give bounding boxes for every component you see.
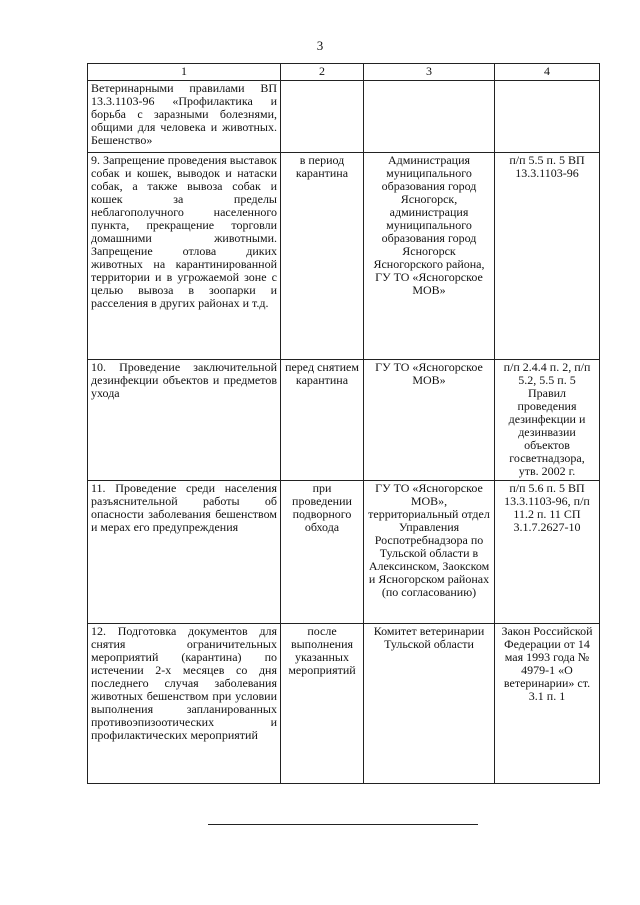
table-row bbox=[88, 81, 600, 153]
period-cell bbox=[281, 81, 364, 153]
measures-table bbox=[87, 63, 600, 784]
measure-cell: 10. Проведение заключительной дезинфекции объектов и предметов ухода bbox=[88, 360, 281, 481]
table-row bbox=[88, 153, 600, 360]
responsible-cell bbox=[364, 81, 495, 153]
responsible-cell: Комитет ветеринарии Тульской области bbox=[364, 624, 495, 784]
period-cell: после выполнения указанных мероприятий bbox=[281, 624, 364, 784]
basis-cell: п/п 5.6 п. 5 ВП 13.3.1103-96, п/п 11.2 п. 11 СП 3.1.7.2627-10 bbox=[495, 481, 600, 624]
basis-cell: п/п 2.4.4 п. 2, п/п 5.2, 5.5 п. 5 Правил проведения дезинфекции и дезинвазии объектов госветнадзора, утв. 2002 г. bbox=[495, 360, 600, 481]
responsible-cell: ГУ ТО «Ясногорское МОВ», территориальный отдел Управления Роспотребнадзора по Тульской области в Алексинском, Заокском и Ясногорском районах (по согласованию) bbox=[364, 481, 495, 624]
measure-cell: 9. Запрещение проведения выставок собак и кошек, выводок и натаски собак, а также вывоза собак и кошек за пределы неблагополучного населенного пункта, прекращение торговли домашними животными. Запрещение отлова диких животных на карантинированной территории и в угрожаемой зоне с целью вывоза в зоопарки и расселения в других районах и т.д. bbox=[88, 153, 281, 360]
basis-cell bbox=[495, 81, 600, 153]
period-cell: в период карантина bbox=[281, 153, 364, 360]
period-cell: при проведении подворного обхода bbox=[281, 481, 364, 624]
measure-cell: 12. Подготовка документов для снятия ограничительных мероприятий (карантина) по истечении 2-х месяцев со дня последнего случая заболевания животных бешенством при условии выполнения запланированных противоэпизоотических и профилактических мероприятий bbox=[88, 624, 281, 784]
measure-cell: 11. Проведение среди населения разъяснительной работы об опасности заболевания бешенством и мерах его предупреждения bbox=[88, 481, 281, 624]
header-col-1: 1 bbox=[88, 64, 281, 81]
table-header-row bbox=[88, 64, 600, 81]
table-row bbox=[88, 624, 600, 784]
header-col-4: 4 bbox=[495, 64, 600, 81]
measure-cell: Ветеринарными правилами ВП 13.3.1103-96 «Профилактика и борьба с заразными болезнями, общими для человека и животных. Бешенство» bbox=[88, 81, 281, 153]
table-row bbox=[88, 360, 600, 481]
basis-cell: п/п 5.5 п. 5 ВП 13.3.1103-96 bbox=[495, 153, 600, 360]
table-row bbox=[88, 481, 600, 624]
period-cell: перед снятием карантина bbox=[281, 360, 364, 481]
closing-line bbox=[208, 824, 478, 825]
basis-cell: Закон Российской Федерации от 14 мая 1993 года № 4979-1 «О ветеринарии» ст. 3.1 п. 1 bbox=[495, 624, 600, 784]
header-col-3: 3 bbox=[364, 64, 495, 81]
header-col-2: 2 bbox=[281, 64, 364, 81]
responsible-cell: Администрация муниципального образования город Ясногорск, администрация муниципального образования город Ясногорск Ясногорского района, ГУ ТО «Ясногорское МОВ» bbox=[364, 153, 495, 360]
page-number: 3 bbox=[316, 38, 324, 53]
responsible-cell: ГУ ТО «Ясногорское МОВ» bbox=[364, 360, 495, 481]
